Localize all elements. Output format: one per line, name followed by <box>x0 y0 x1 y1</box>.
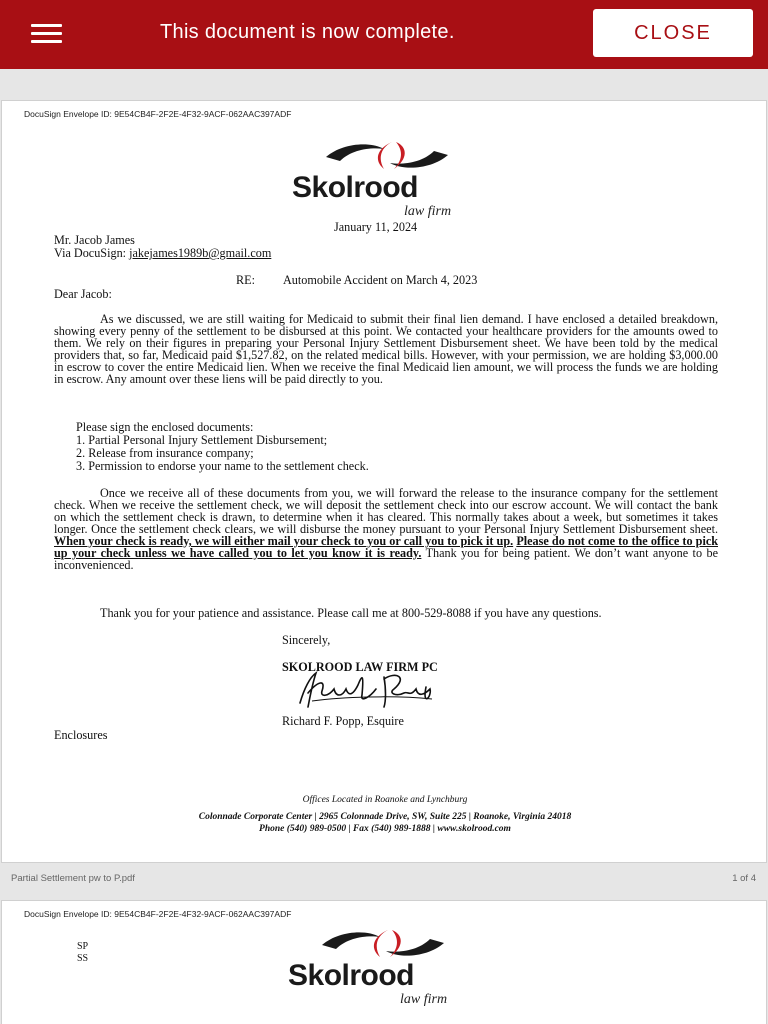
initials-sp: SP <box>77 941 89 952</box>
envelope-id: DocuSign Envelope ID: 9E54CB4F-2F2E-4F32-9ACF-062AAC397ADF <box>24 909 292 919</box>
re-subject: Automobile Accident on March 4, 2023 <box>283 273 478 287</box>
document-filename: Partial Settlement pw to P.pdf <box>11 873 135 884</box>
document-page-1[interactable] <box>1 100 767 863</box>
paragraph-check-process <box>54 487 718 571</box>
initials-ss: SS <box>77 953 89 964</box>
letter-date: January 11, 2024 <box>334 220 418 234</box>
logo-subtitle: law firm <box>404 204 452 219</box>
envelope-id: DocuSign Envelope ID: 9E54CB4F-2F2E-4F32-9ACF-062AAC397ADF <box>24 109 292 119</box>
logo-swoosh-icon <box>318 927 448 961</box>
recipient-email[interactable]: jakejames1989b@gmail.com <box>129 246 272 260</box>
paragraph-medicaid <box>54 313 718 385</box>
paragraph-check-text: Once we receive all of these documents from you, we will forward the release to the insurance company for the settlement check. When we receive the settlement check, we will deposit the settlement check into our escrow account. We will contact the bank on which the settlement check is drawn, to determine when it has cleared. This normally takes about a week, but sometimes it takes longer. Once the settlement check clears, we will disburse the money pursuant to your Personal Injury Settlement Disbursement sheet. <box>54 486 718 536</box>
sign-item: 1. Partial Personal Injury Settlement Disbursement; <box>76 433 328 447</box>
signature-image <box>292 667 442 715</box>
recipient-name: Mr. Jacob James <box>54 233 135 247</box>
footer-offices: Offices Located in Roanoke and Lynchburg <box>302 795 468 805</box>
sign-item: 2. Release from insurance company; <box>76 446 254 460</box>
logo-subtitle: law firm <box>400 992 448 1007</box>
footer-contact: Phone (540) 989-0500 | Fax (540) 989-1888 | www.skolrood.com <box>259 824 511 834</box>
signer-name: Richard F. Popp, Esquire <box>282 714 404 728</box>
paragraph-medicaid-text: As we discussed, we are still waiting for Medicaid to submit their final lien demand. I have enclosed a detailed breakdown, showing every penny of the settlement to be disbursed at this point. We contacted your healthcare providers for the amounts owed to them. We rely on their figures in preparing your Personal Injury Settlement Disbursement sheet. We have been told by the medical providers that, so far, Medicaid paid $1,527.82, on the related medical bills. However, with your permission, we are holding $3,000.00 in escrow to cover the entire Medicaid lien. When we receive the final Medicaid lien amount, we will process the funds we are holding in escrow. Any amount over these liens will be paid directly to you. <box>54 312 718 386</box>
logo-name: Skolrood <box>292 171 419 204</box>
salutation: Dear Jacob: <box>54 287 112 301</box>
re-label: RE: <box>236 273 255 287</box>
recipient-via <box>54 247 271 259</box>
page-info-bar <box>0 868 768 888</box>
via-label: Via DocuSign: <box>54 246 130 260</box>
sign-item: 3. Permission to endorse your name to the settlement check. <box>76 459 369 473</box>
close-button[interactable]: CLOSE <box>593 9 753 57</box>
page-indicator: 1 of 4 <box>732 873 756 884</box>
completion-message: This document is now complete. <box>160 21 455 43</box>
completion-banner <box>0 0 768 69</box>
sign-intro: Please sign the enclosed documents: <box>76 420 254 434</box>
pickup-warning: Please do not come to the office to pick up your check unless we have called you to let you know it is ready. <box>54 534 719 560</box>
document-page-2[interactable] <box>1 900 767 1024</box>
thanks-line: Thank you for your patience and assistance. Please call me at 800-529-8088 if you have any questions. <box>100 606 602 620</box>
logo-name: Skolrood <box>288 959 415 992</box>
paragraph-check-end: Thank you for being patient. We don’t want anyone to be inconvenienced. <box>54 546 718 572</box>
firm-name: SKOLROOD LAW FIRM PC <box>282 660 438 674</box>
logo-swoosh-icon <box>322 139 452 173</box>
footer-address: Colonnade Corporate Center | 2965 Colonnade Drive, SW, Suite 225 | Roanoke, Virginia 24018 <box>198 812 572 822</box>
enclosures-label: Enclosures <box>54 728 108 742</box>
check-ready-notice: When your check is ready, we will either mail your check to you or call you to pick it up. <box>54 534 514 548</box>
menu-icon[interactable] <box>31 24 62 44</box>
closing: Sincerely, <box>282 633 331 647</box>
